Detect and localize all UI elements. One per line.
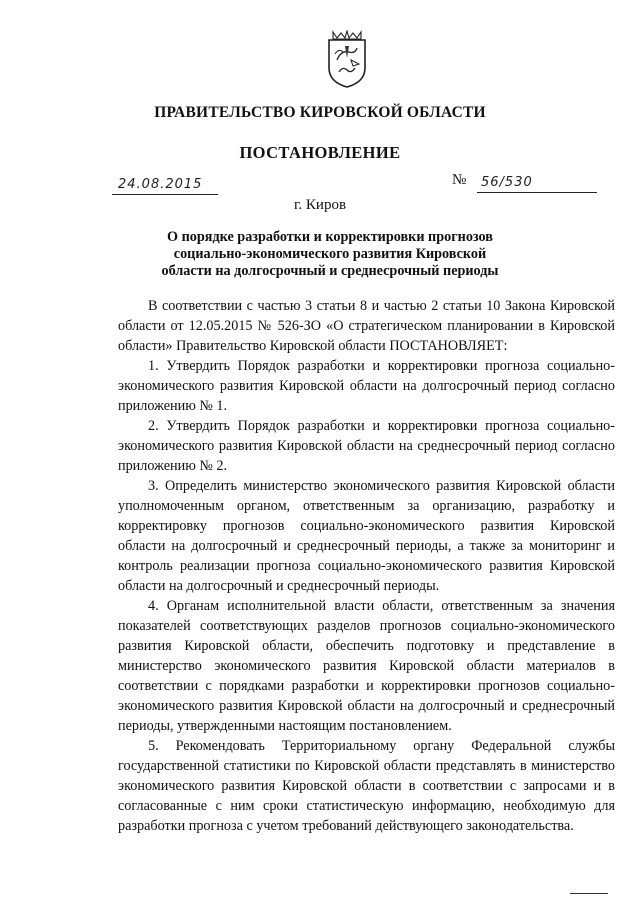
paragraph-item-5: 5. Рекомендовать Территориальному органу Федеральной службы государственной статистики по Кировской области представлять в министерство экономического развития Кировской области в соответствии с запросами и в согласованные с ним сроки статистическую информацию, необходимую для разработки прогноза с учетом требований действующего законодательства.: [118, 738, 615, 834]
document-date-field: [112, 172, 218, 195]
government-name: ПРАВИТЕЛЬСТВО КИРОВСКОЙ ОБЛАСТИ: [154, 104, 486, 121]
paragraph-item-3: 3. Определить министерство экономического развития Кировской области уполномоченным органом, ответственным за организацию, разработку и корректировку прогнозов социально-экономического развития Кировской области на долгосрочный и среднесрочный периоды, а также за мониторинг и контроль реализации прогноза социально-экономического развития Кировской области на долгосрочный и среднесрочный периоды.: [118, 478, 615, 594]
paragraph-item-2: 2. Утвердить Порядок разработки и корректировки прогноза социально-экономического развития Кировской области на среднесрочный период согласно приложению № 2.: [118, 418, 615, 474]
paragraph-item-1: 1. Утвердить Порядок разработки и корректировки прогноза социально-экономического развития Кировской области на долгосрочный период согласно приложению № 1.: [118, 358, 615, 414]
paragraph-preamble: В соответствии с частью 3 статьи 8 и частью 2 статьи 10 Закона Кировской области от 12.05.2015 № 526-ЗО «О стратегическом планировании в Кировской области» Правительство Кировской области ПОСТАНОВЛЯЕТ:: [118, 298, 615, 354]
number-label: №: [452, 172, 467, 188]
document-number-field: [477, 172, 597, 193]
document-body: [118, 296, 615, 836]
document-date: 24.08.2015: [118, 177, 203, 192]
document-type: ПОСТАНОВЛЕНИЕ: [239, 143, 401, 162]
document-title: О порядке разработки и корректировки прогнозов социально-экономического развития Кировской области на долгосрочный и среднесрочный периоды: [161, 229, 499, 279]
document-number: 56/530: [481, 175, 533, 190]
paragraph-item-4: 4. Органам исполнительной власти области, ответственным за значения показателей соответствующих разделов прогнозов социально-экономического развития Кировской области, обеспечить подготовку и представление в министерство экономического развития Кировской области материалов в соответствии с порядками разработки и корректировки прогнозов социально-экономического развития Кировской области на долгосрочный и среднесрочный периоды, утвержденными настоящим постановлением.: [118, 598, 615, 734]
signature-line: [570, 893, 608, 894]
city: г. Киров: [293, 197, 347, 213]
kirov-oblast-coat-of-arms-icon: [327, 30, 367, 88]
